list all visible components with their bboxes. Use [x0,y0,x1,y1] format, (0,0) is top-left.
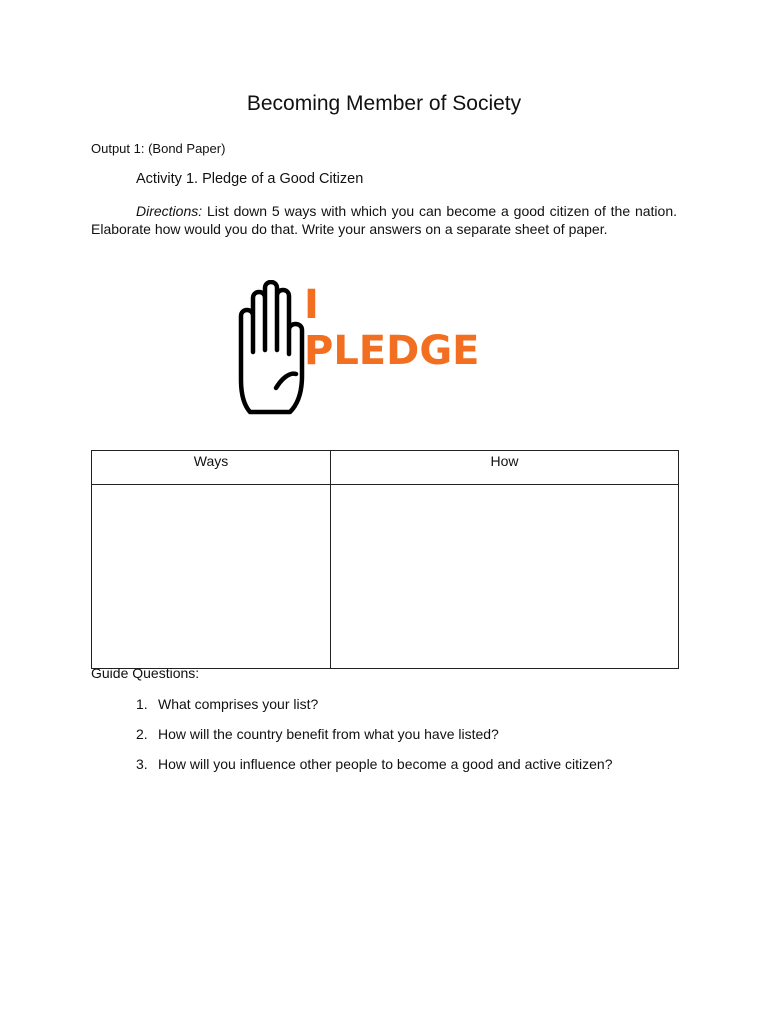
list-item: 3. How will you influence other people to become a good and active citizen? [136,756,613,772]
output-label: Output 1: (Bond Paper) [91,141,226,156]
how-answer-cell[interactable] [331,485,679,669]
list-item: 2. How will the country benefit from what you have listed? [136,726,499,742]
table-row [92,485,679,669]
directions-lead: Directions: [136,203,203,219]
page-title: Becoming Member of Society [246,92,522,115]
table-header-row [92,451,679,485]
pledge-logo [236,280,486,416]
directions-text: List down 5 ways with which you can become a good citizen of the nation. Elaborate how would you do that. Write your answers on a separate sheet of paper. [91,203,677,237]
header-ways: Ways [92,451,331,485]
guide-questions-list [136,696,613,786]
directions-paragraph [91,202,677,238]
ways-how-table [91,450,679,669]
guide-questions-title: Guide Questions: [91,665,200,681]
ways-answer-cell[interactable] [92,485,331,669]
activity-heading: Activity 1. Pledge of a Good Citizen [136,171,364,187]
list-item: 1. What comprises your list? [136,696,319,712]
pledge-text: I PLEDGE [304,282,480,374]
header-how: How [331,451,679,485]
